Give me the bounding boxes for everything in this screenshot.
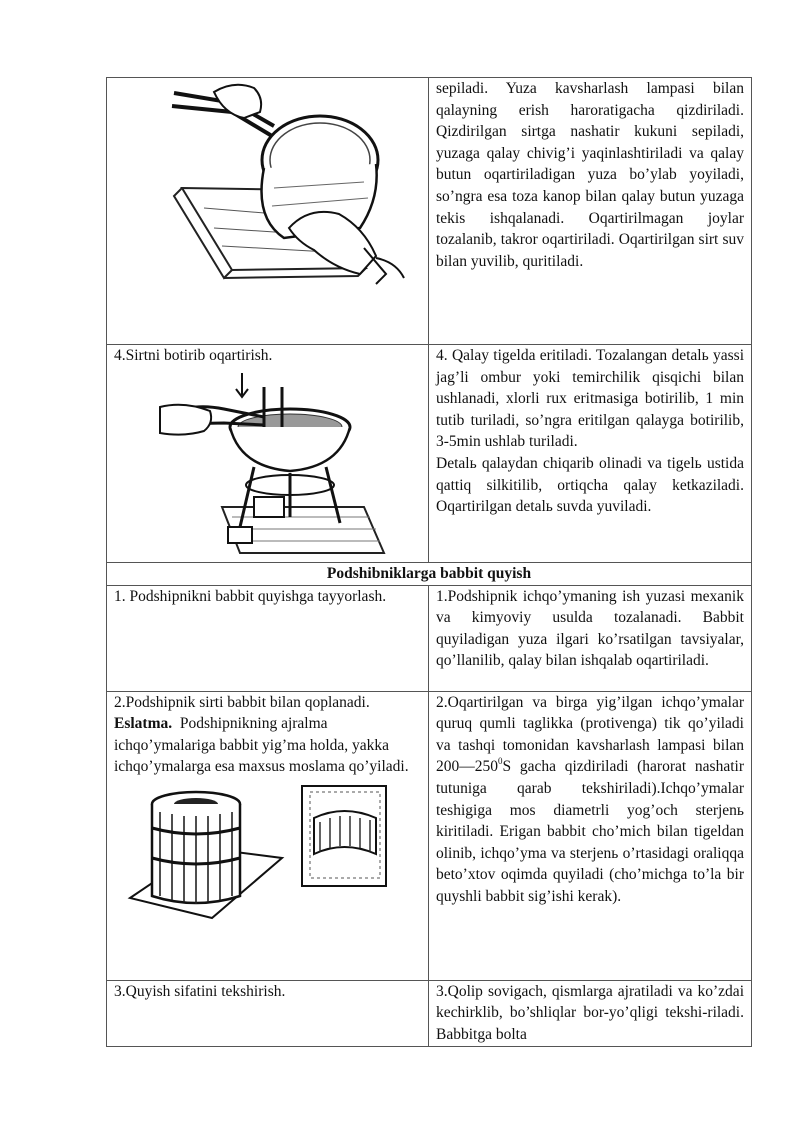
bearing-mold-drawing [114, 778, 420, 928]
bearing-fixture-illustration [114, 778, 421, 928]
description-cell: sepiladi. Yuza kavsharlash lampasi bilan qalayning erish haroratigacha qizdiriladi. Qizdirilgan sirtga nashatir kukuni sepiladi, yuzaga qalay chivig’i yaqinlashtiriladi va qalay butun oqartiriladigan yuza bo’ylab yoyiladi, so’ngra esa toza kanop bilan qalay butun yuzaga tekis ishqalanadi. Oqartirilmagan joylar tozalanib, takror oqartiriladi. Oqartirilgan sirt suv bilan yuvilib, quritiladi. [429, 78, 752, 345]
process-table [106, 77, 752, 1047]
text-part: 2.Oqartirilgan va birga yig’ilgan ichqo’ymalar quruq qumli taglikka (protivenga) tik qo’yiladi va tashqi tomonidan kavsharlash lampasi bilan 200—250 [436, 693, 744, 776]
note-paragraph [114, 713, 421, 778]
table-row [107, 691, 752, 980]
step-cell [107, 691, 429, 980]
dip-tinning-illustration [114, 367, 421, 557]
degree-superscript: 0 [498, 756, 503, 767]
surface-tinning-drawing [114, 78, 420, 338]
description-cell: 3.Qolip sovigach, qismlarga ajratiladi va ko’zdai kechirklib, bo’shliqlar bor-yo’qligi tekshi-riladi. Babbitga bolta [429, 980, 752, 1046]
text-part: S gacha qizdiriladi (harorat nashatir tutuniga qarab tekshiriladi).Ichqo’ymalar teshigiga mos diametrli yog’och sterjenь kiritiladi. Erigan babbit cho’mich bilan tigeldan olinib, ichqo’yma va sterjenь o’rtasidagi oraliqqa beto’xtov oqimda quyiladi (cho’michga to’la bir quyshli babbit sig’ishi kerak). [436, 758, 744, 905]
step-cell [107, 345, 429, 563]
paragraph: Detalь qalaydan chiqarib olinadi va tigelь ustida qattiq silkitilib, ortiqcha qalay ketkaziladi. Oqartirilgan detalь suvda yuviladi. [436, 454, 744, 516]
paragraph: 4. Qalay tigelda eritiladi. Tozalangan detalь yassi jag’li ombur yoki temirchilik qisqichi bilan ushlanadi, xlorli rux eritmasiga botirilib, 1 min tutib turiladi, so’ngra eritilgan qalayga botirilib, 3-5min ushlab turiladi. [436, 347, 744, 451]
table-row [107, 585, 752, 691]
illustration-cell [107, 78, 429, 345]
step-cell: 3.Quyish sifatini tekshirish. [107, 980, 429, 1046]
step-title: 2.Podshipnik sirti babbit bilan qoplanadi. [114, 693, 370, 711]
table-row [107, 345, 752, 563]
step-cell: 1. Podshipnikni babbit quyishga tayyorlash. [107, 585, 429, 691]
step-title: 4.Sirtni botirib oqartirish. [114, 347, 273, 364]
table-row [107, 980, 752, 1046]
section-title: Podshibniklarga babbit quyish [107, 563, 752, 586]
description-cell: 1.Podshipnik ichqo’ymaning ish yuzasi mexanik va kimyoviy usulda tozalanadi. Babbit quyiladigan yuza ilgari ko’rsatilgan tavsiyalar, qo’llanilib, qalay bilan ishqalab oqartiriladi. [429, 585, 752, 691]
tinning-surface-illustration [114, 78, 421, 338]
description-cell [429, 345, 752, 563]
note-text: Podshipnikning ajralma ichqo’ymalariga babbit yig’ma holda, yakka ichqo’ymalarga esa maxsus moslama qo’yiladi. [114, 715, 409, 776]
table-row [107, 78, 752, 345]
section-header-row [107, 563, 752, 586]
description-cell [429, 691, 752, 980]
crucible-dipping-drawing [114, 367, 420, 557]
note-label: Eslatma. [114, 715, 173, 733]
